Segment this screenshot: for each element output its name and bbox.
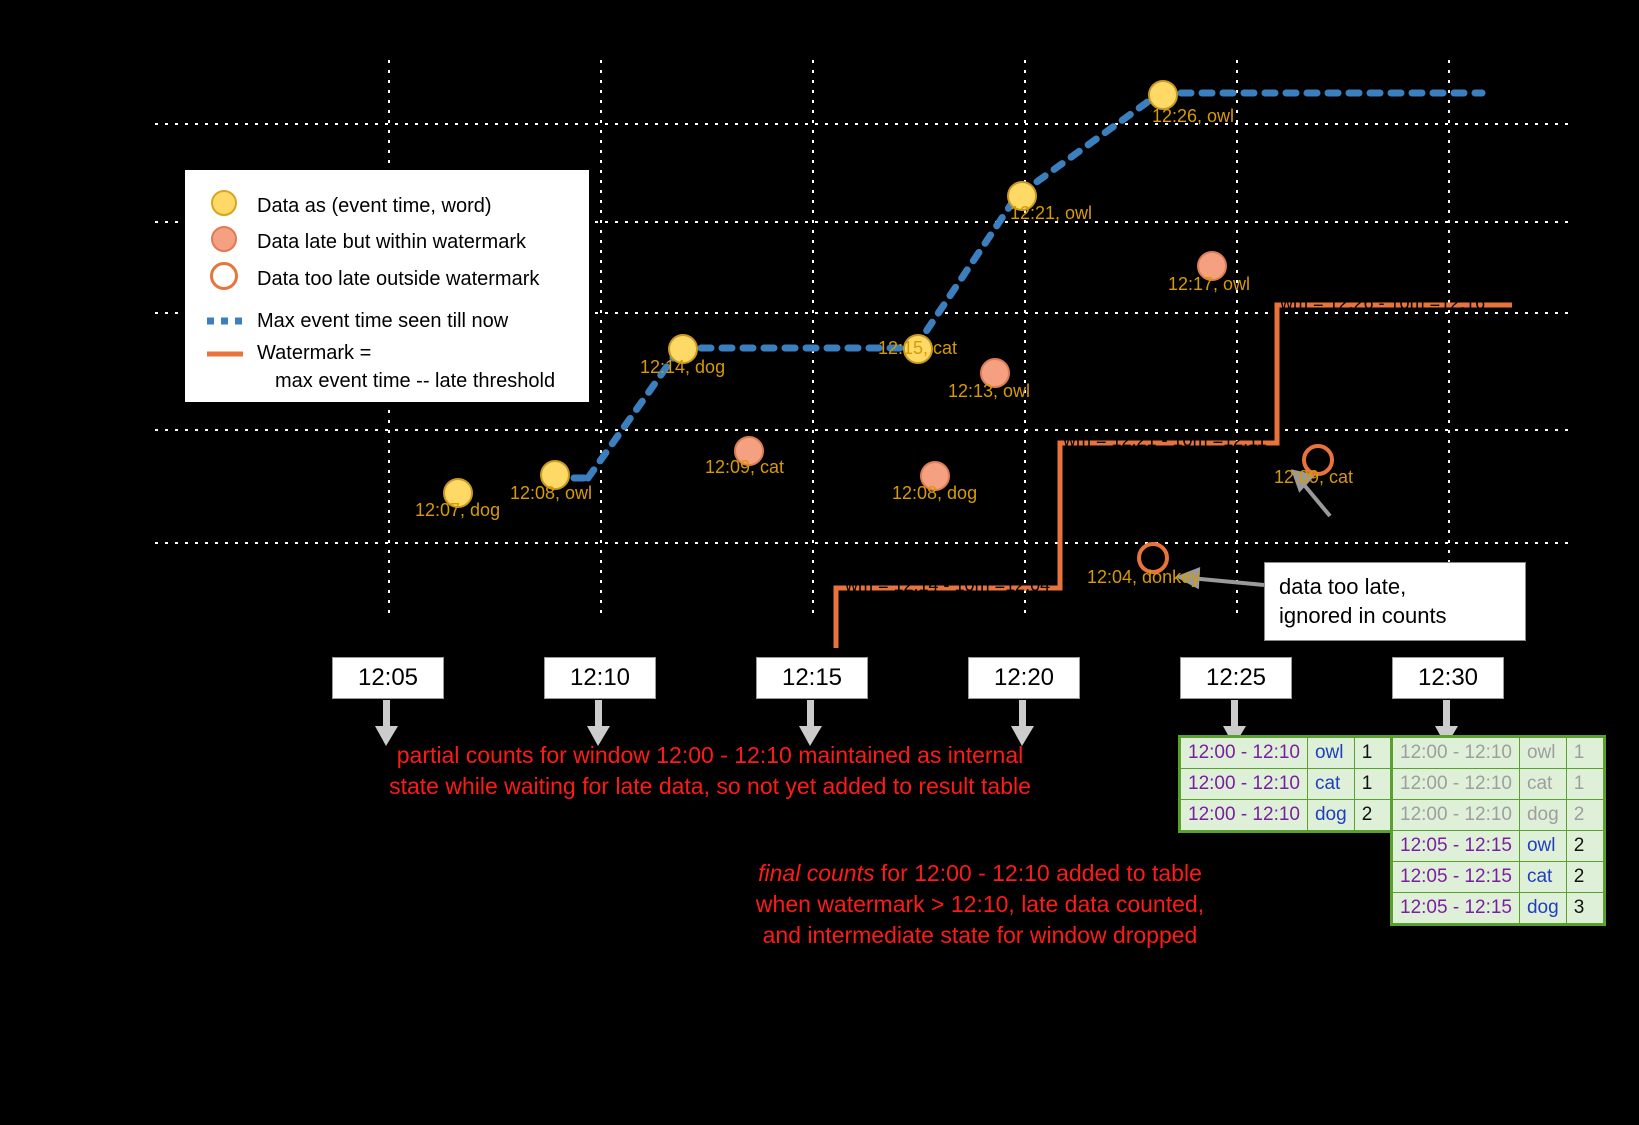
watermark-label-1211: wm = 12:21 - 10m =12:11 bbox=[1063, 430, 1267, 450]
watermark-label-1204: wm = 12:14 - 10m =12:04 bbox=[845, 575, 1051, 595]
annotation-line-1 bbox=[700, 858, 1260, 889]
cell-count: 2 bbox=[1566, 831, 1604, 862]
axis-tick-1205: 12:05 bbox=[332, 657, 444, 699]
cell-count: 2 bbox=[1566, 800, 1604, 831]
cell-window: 12:00 - 12:10 bbox=[1392, 800, 1520, 831]
axis-tick-1210: 12:10 bbox=[544, 657, 656, 699]
legend-item-max-event-time bbox=[207, 310, 508, 333]
data-point-label: 12:14, dog bbox=[640, 357, 726, 377]
hollow-dot-icon bbox=[207, 262, 241, 296]
legend-label: Data late but within watermark bbox=[257, 230, 527, 253]
data-point-label: 12:15, cat bbox=[878, 338, 958, 358]
blue-dotted-line-icon bbox=[207, 310, 241, 333]
cell-count: 1 bbox=[1566, 769, 1604, 800]
legend-label: Data as (event time, word) bbox=[257, 194, 492, 217]
table-row bbox=[1392, 831, 1605, 862]
annotation-line: state while waiting for late data, so not yet added to result table bbox=[389, 773, 1031, 800]
legend bbox=[183, 168, 591, 404]
cell-window: 12:00 - 12:10 bbox=[1392, 769, 1520, 800]
callout-line-1: data too late, bbox=[1279, 574, 1407, 599]
cell-word: cat bbox=[1307, 769, 1354, 800]
data-point-label: 12:07, dog bbox=[415, 500, 501, 520]
table-row bbox=[1180, 737, 1393, 769]
cell-window: 12:00 - 12:10 bbox=[1180, 800, 1308, 832]
table-row bbox=[1180, 800, 1393, 832]
data-point-label: 12:17, owl bbox=[1168, 274, 1251, 294]
legend-label: Watermark = bbox=[257, 342, 372, 364]
cell-word: dog bbox=[1307, 800, 1354, 832]
callout-line-2: ignored in counts bbox=[1279, 602, 1447, 628]
orange-line-icon bbox=[207, 342, 241, 365]
annotation-line: and intermediate state for window dropped bbox=[762, 922, 1198, 949]
data-point-label: 12:21, owl bbox=[1010, 203, 1093, 223]
cell-window: 12:05 - 12:15 bbox=[1392, 831, 1520, 862]
legend-label: Max event time seen till now bbox=[257, 310, 509, 332]
annotation-partial-counts bbox=[330, 740, 1090, 802]
cell-window: 12:05 - 12:15 bbox=[1392, 862, 1520, 893]
annotation-final-counts bbox=[700, 858, 1260, 951]
cell-count: 3 bbox=[1566, 893, 1604, 925]
annotation-line: when watermark > 12:10, late data counted, bbox=[755, 891, 1205, 918]
data-point-label: 12:08, owl bbox=[510, 483, 593, 503]
table-row bbox=[1392, 800, 1605, 831]
legend-item-late-within bbox=[207, 226, 526, 258]
cell-word: dog bbox=[1519, 800, 1566, 831]
cell-count: 2 bbox=[1566, 862, 1604, 893]
legend-item-too-late bbox=[207, 262, 539, 296]
cell-word: owl bbox=[1307, 737, 1354, 769]
axis-tick-1215: 12:15 bbox=[756, 657, 868, 699]
legend-item-watermark-detail bbox=[275, 370, 555, 393]
cell-word: owl bbox=[1519, 831, 1566, 862]
axis-tick-1220: 12:20 bbox=[968, 657, 1080, 699]
annotation-line: partial counts for window 12:00 - 12:10 maintained as internal bbox=[396, 742, 1024, 768]
cell-count: 2 bbox=[1354, 800, 1392, 832]
cell-word: dog bbox=[1519, 893, 1566, 925]
axis-tick-1225: 12:25 bbox=[1180, 657, 1292, 699]
data-point-label: 12:08, dog bbox=[892, 483, 978, 503]
axis-tick-1230: 12:30 bbox=[1392, 657, 1504, 699]
annotation-emphasis: final counts bbox=[758, 860, 875, 886]
annotation-line-1-rest: for 12:00 - 12:10 added to table bbox=[874, 860, 1202, 886]
cell-count: 1 bbox=[1566, 737, 1604, 769]
data-point-label: 12:09, cat bbox=[1274, 467, 1354, 487]
data-point-label: 12:09, cat bbox=[705, 457, 785, 477]
yellow-dot-icon bbox=[207, 190, 241, 222]
data-point-label: 12:04, donkey bbox=[1087, 567, 1201, 587]
cell-count: 1 bbox=[1354, 737, 1392, 769]
legend-label: Data too late outside watermark bbox=[257, 267, 540, 290]
table-row bbox=[1392, 862, 1605, 893]
table-row bbox=[1180, 769, 1393, 800]
table-row bbox=[1392, 737, 1605, 769]
cell-window: 12:00 - 12:10 bbox=[1392, 737, 1520, 769]
cell-window: 12:00 - 12:10 bbox=[1180, 769, 1308, 800]
cell-window: 12:00 - 12:10 bbox=[1180, 737, 1308, 769]
data-point-label: 12:26, owl bbox=[1152, 106, 1235, 126]
result-table-1225 bbox=[1178, 735, 1394, 833]
table-row bbox=[1392, 769, 1605, 800]
cell-word: cat bbox=[1519, 862, 1566, 893]
cell-word: owl bbox=[1519, 737, 1566, 769]
cell-count: 1 bbox=[1354, 769, 1392, 800]
table-row bbox=[1392, 893, 1605, 925]
cell-word: cat bbox=[1519, 769, 1566, 800]
data-point-label: 12:13, owl bbox=[948, 381, 1031, 401]
legend-item-watermark bbox=[207, 342, 371, 365]
callout-too-late bbox=[1264, 562, 1526, 641]
watermark-label-1216: wm = 12:26 - 10m =12:16 bbox=[1280, 293, 1486, 313]
result-table-1230 bbox=[1390, 735, 1606, 926]
salmon-dot-icon bbox=[207, 226, 241, 258]
legend-item-ontime bbox=[207, 190, 492, 222]
max-event-time-line bbox=[553, 93, 1482, 478]
cell-window: 12:05 - 12:15 bbox=[1392, 893, 1520, 925]
legend-label: max event time -- late threshold bbox=[275, 370, 556, 392]
